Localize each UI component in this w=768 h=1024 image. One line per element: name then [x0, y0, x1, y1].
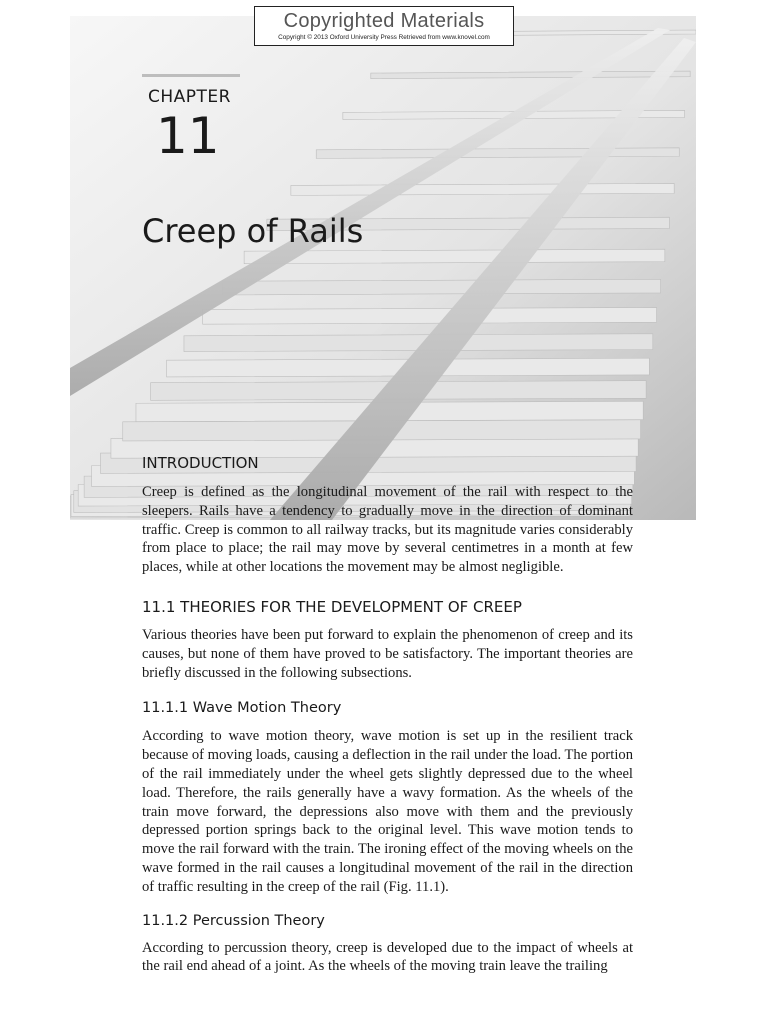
section-11-1-2-paragraph: According to percussion theory, creep is developed due to the impact of wheels at the rail end ahead of a joint. As the wheels of the moving train leave the trailing	[142, 939, 633, 975]
sleeper	[316, 148, 679, 159]
page-body	[142, 452, 633, 976]
sleeper	[223, 279, 661, 295]
section-11-1-1-heading: 11.1.1 Wave Motion Theory	[142, 700, 342, 717]
sleeper	[291, 183, 674, 195]
intro-paragraph: Creep is defined as the longitudinal movement of the rail with respect to the sleepers. Rails have a tendency to gradually move in the direction of dominant traffic. Creep is common to all railway tracks, but its magnitude varies considerably from place to place; the rail may move by several centimetres in a month at few places, while at other locations the movement may be almost negligible.	[142, 484, 633, 576]
section-11-1-paragraph: Various theories have been put forward to explain the phenomenon of creep and its causes, but none of them have proved to be satisfactory. The important theories are briefly discussed in the following subsections.	[142, 626, 633, 681]
section-11-1-2-heading: 11.1.2 Percussion Theory	[142, 912, 325, 929]
chapter-title: Creep of Rails	[142, 212, 364, 250]
sleeper	[203, 307, 657, 324]
section-11-1-1-paragraph: According to wave motion theory, wave motion is set up in the resilient track because of moving loads, causing a deflection in the rail under the load. The portion of the rail immediately under the wheel gets slightly depressed due to the wheel load. Therefore, the rails generally have a wavy formation. As the wheels of the train move forward, the depressions also move with them and the previously depressed portion springs back to the original level. This wave motion tends to move the rail forward with the train. The ironing effect of the moving wheels on the wave formed in the rail causes a longitudinal movement of the rail in the direction of traffic resulting in the creep of the rail (Fig. 11.1).	[142, 728, 633, 895]
chapter-rule	[142, 74, 240, 77]
chapter-number: 11	[156, 107, 220, 165]
copyright-title: Copyrighted Materials	[283, 10, 485, 32]
copyright-box	[254, 6, 514, 46]
chapter-label: CHAPTER	[148, 87, 231, 107]
section-11-1-heading: 11.1 THEORIES FOR THE DEVELOPMENT OF CREEP	[142, 597, 522, 616]
copyright-notice: Copyright © 2013 Oxford University Press Retrieved from www.knovel.com	[278, 34, 490, 41]
intro-heading: INTRODUCTION	[142, 454, 259, 472]
